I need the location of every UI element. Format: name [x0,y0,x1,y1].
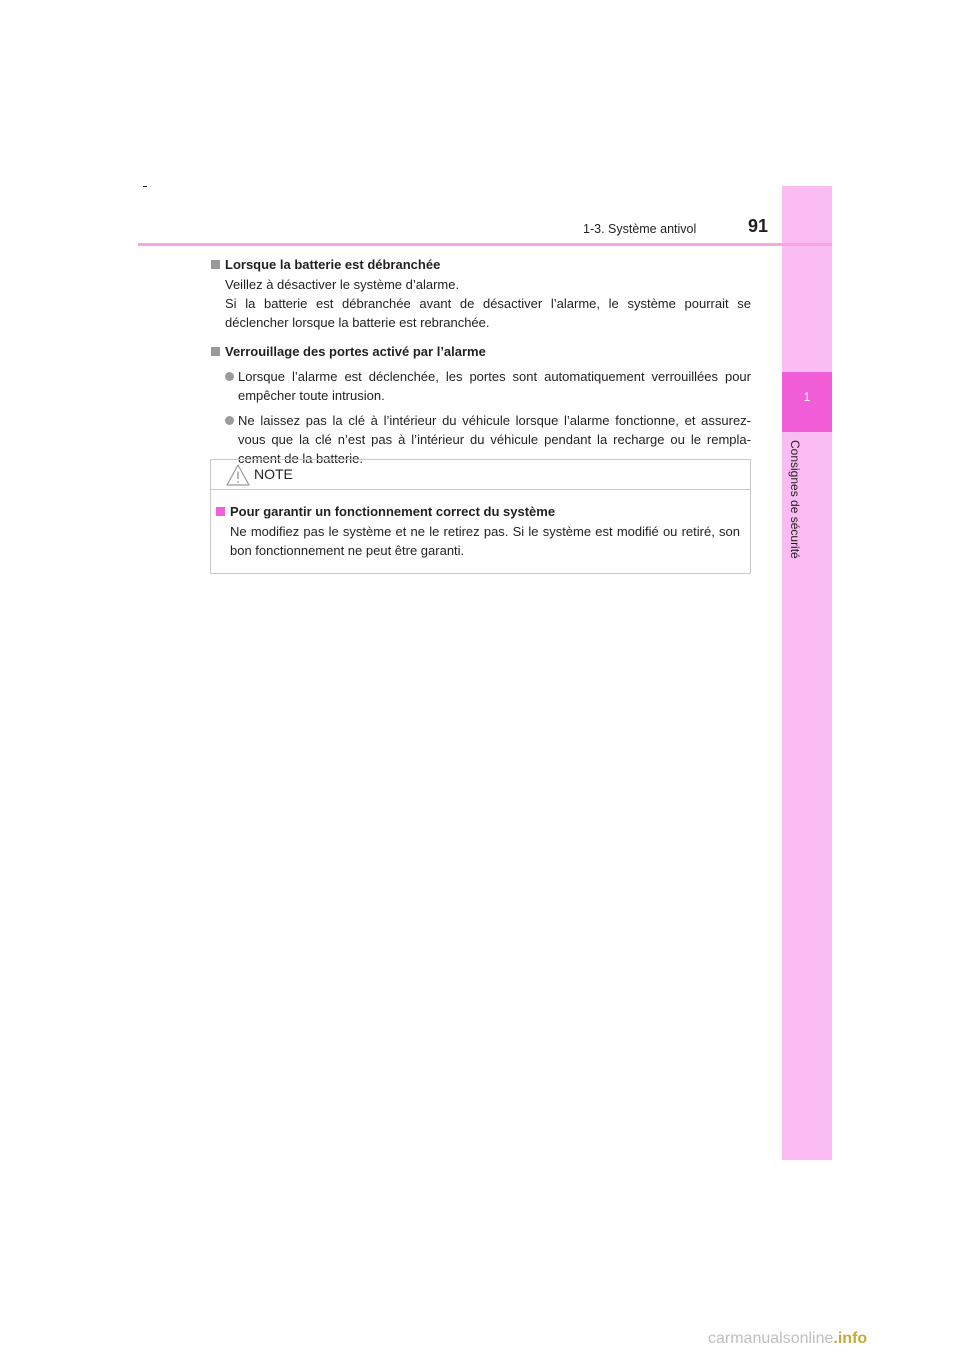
chapter-sidebar [782,186,832,1160]
note-text: Ne modifiez pas le système et ne le retirez pas. Si le système est modifié ou retiré, son bon fonctionnement ne peut être garanti. [230,524,740,558]
page-number: 91 [748,216,769,236]
header-section-title: 1-3. Système antivol [583,222,697,236]
note-heading [216,502,740,521]
page-content [211,255,751,478]
section-heading [211,342,751,361]
square-bullet-icon [211,347,220,356]
list-item [211,367,751,405]
paragraph: Si la batterie est débranchée avant de désactiver l’alarme, le système pourrait se déclencher lorsque la batterie est rebranchée. [225,296,751,330]
note-header [211,460,750,490]
header-rule [138,243,832,246]
list-item-text: Lorsque l’alarme est déclenchée, les portes sont automatiquement verrouillées pour empêcher toute intrusion. [238,369,751,403]
note-heading-text: Pour garantir un fonctionnement correct du système [230,504,556,519]
square-bullet-icon [211,260,220,269]
paragraph: Veillez à désactiver le système d’alarme. [225,277,460,292]
round-bullet-icon [225,416,234,425]
round-bullet-icon [225,372,234,381]
chapter-title-text: Consignes de sécurité [788,440,802,559]
section-heading [211,255,751,274]
watermark-prefix: carmanualsonline [708,1330,834,1347]
chapter-title [786,440,802,580]
warning-triangle-icon [226,464,250,486]
section-heading-text: Verrouillage des portes activé par l’alarme [225,344,486,359]
section-heading-text: Lorsque la batterie est débranchée [225,257,441,272]
section-battery [211,255,751,332]
note-box [210,459,751,574]
list-item-text: Ne laissez pas la clé à l’intérieur du véhicule lorsque l’alarme fonctionne, et assurez-vous que la clé n’est pas à l’intérieur du véhicule pendant la recharge ou le rempla-cement de la batterie. [238,413,751,466]
note-label: NOTE [254,466,293,482]
section-door-lock [211,342,751,468]
crop-mark-top-left [143,186,147,187]
watermark [708,1330,867,1348]
watermark-suffix: .info [833,1330,868,1347]
note-body [211,490,750,560]
square-bullet-icon [216,507,225,516]
chapter-number: 1 [803,390,811,404]
